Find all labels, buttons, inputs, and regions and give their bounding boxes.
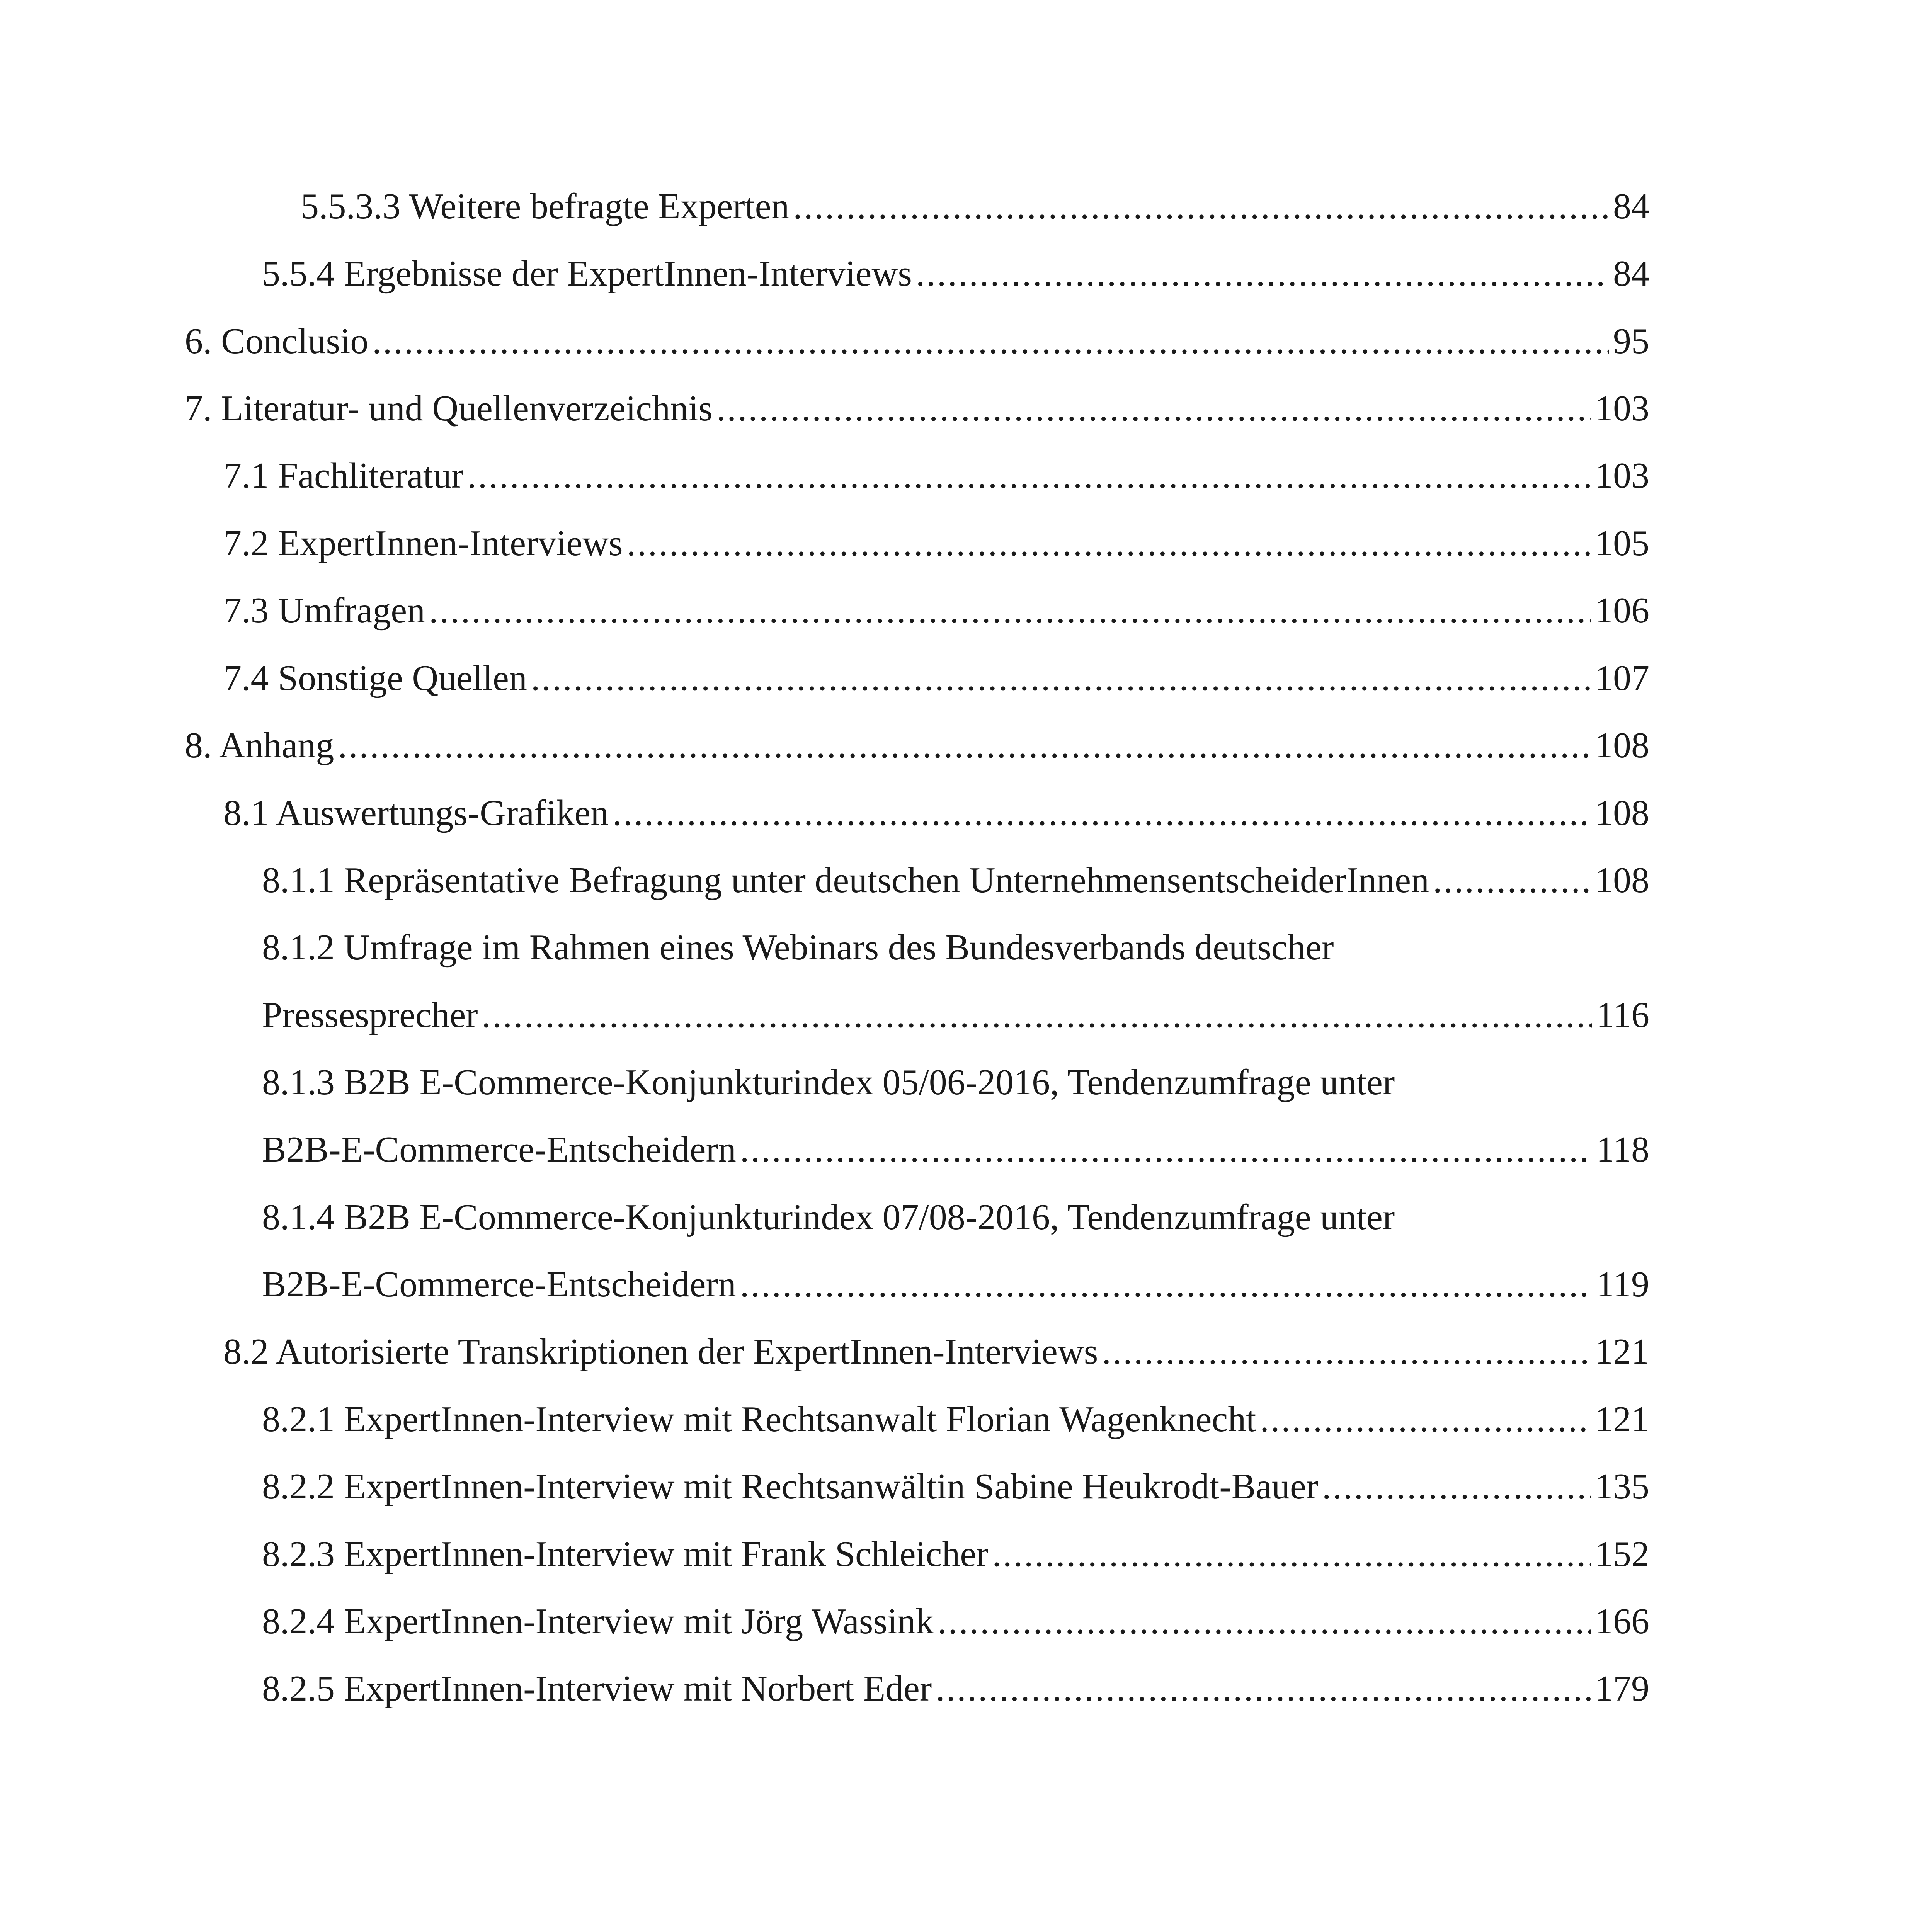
toc-entry-line2[interactable] bbox=[262, 1251, 1649, 1318]
toc-page-number: 118 bbox=[1596, 1129, 1649, 1170]
toc-entry[interactable] bbox=[262, 1588, 1649, 1655]
toc-entry-number: 7.2 bbox=[223, 523, 269, 563]
toc-entry-title: Fachliteratur bbox=[278, 456, 464, 496]
toc-entry-heading bbox=[262, 1520, 988, 1588]
toc-entry[interactable] bbox=[185, 712, 1649, 779]
toc-entry[interactable] bbox=[262, 1520, 1649, 1588]
toc-entry-title: Autorisierte Transkriptionen der ExpertInnen-Interviews bbox=[276, 1332, 1098, 1372]
toc-page-number: 105 bbox=[1595, 523, 1649, 563]
toc-entry-heading bbox=[185, 712, 334, 779]
toc-entry-heading bbox=[223, 645, 527, 712]
dot-leader bbox=[992, 1520, 1591, 1588]
toc-entry-heading bbox=[262, 1655, 932, 1723]
toc-page-number: 119 bbox=[1596, 1264, 1649, 1304]
dot-leader bbox=[1433, 847, 1591, 914]
toc-entry-title-continued: B2B-E-Commerce-Entscheidern bbox=[262, 1129, 736, 1170]
dot-leader bbox=[613, 779, 1591, 847]
toc-entry-heading bbox=[185, 308, 368, 375]
dot-leader bbox=[1260, 1386, 1591, 1453]
toc-entry-title: Umfrage im Rahmen eines Webinars des Bundesverbands deutscher bbox=[344, 927, 1334, 968]
toc-page-number: 103 bbox=[1595, 456, 1649, 496]
toc-entry[interactable] bbox=[223, 442, 1649, 510]
toc-entry-title: B2B E-Commerce-Konjunkturindex 07/08-2016, Tendenzumfrage unter bbox=[344, 1197, 1395, 1237]
toc-entry-number: 8.2 bbox=[223, 1332, 269, 1372]
toc-entry-title: ExpertInnen-Interviews bbox=[278, 523, 623, 563]
toc-entry-title: ExpertInnen-Interview mit Norbert Eder bbox=[344, 1668, 932, 1709]
toc-entry-number: 8.1.3 bbox=[262, 1062, 335, 1102]
toc-entry-title: Repräsentative Befragung unter deutschen UnternehmensentscheiderInnen bbox=[344, 860, 1429, 900]
toc-entry-number: 8.1.1 bbox=[262, 860, 335, 900]
toc-entry-title: Conclusio bbox=[221, 321, 369, 361]
dot-leader bbox=[429, 577, 1591, 645]
toc-entry[interactable] bbox=[301, 173, 1649, 240]
toc-entry-number: 5.5.3.3 bbox=[301, 186, 401, 226]
toc-entry-number: 7.3 bbox=[223, 590, 269, 631]
dot-leader bbox=[938, 1588, 1591, 1655]
dot-leader bbox=[627, 510, 1591, 577]
toc-entry-number: 7.1 bbox=[223, 456, 269, 496]
toc-entry-heading bbox=[262, 240, 912, 308]
dot-leader bbox=[740, 1251, 1593, 1318]
toc-page-number: 166 bbox=[1595, 1601, 1649, 1641]
toc-page-number: 152 bbox=[1595, 1534, 1649, 1574]
dot-leader bbox=[916, 240, 1609, 308]
toc-entry-heading bbox=[262, 1453, 1318, 1520]
toc-entry-number: 8.2.1 bbox=[262, 1399, 335, 1439]
toc-entry-heading bbox=[301, 173, 789, 240]
toc-page-number: 116 bbox=[1596, 995, 1649, 1035]
toc-page-number: 84 bbox=[1613, 186, 1649, 226]
toc-entry-title: ExpertInnen-Interview mit Rechtsanwalt Florian Wagenknecht bbox=[344, 1399, 1256, 1439]
toc-entry-title: Ergebnisse der ExpertInnen-Interviews bbox=[344, 253, 912, 294]
toc-page-number: 103 bbox=[1595, 388, 1649, 429]
toc-entry-number: 8.1.4 bbox=[262, 1197, 335, 1237]
toc-entry-line2[interactable] bbox=[262, 1116, 1649, 1184]
toc-entry-heading bbox=[262, 1386, 1256, 1453]
toc-entry[interactable] bbox=[262, 1453, 1649, 1520]
toc-page-number: 108 bbox=[1595, 793, 1649, 833]
dot-leader bbox=[338, 712, 1591, 779]
toc-page-number: 108 bbox=[1595, 725, 1649, 765]
dot-leader bbox=[482, 981, 1593, 1049]
toc-entry[interactable] bbox=[223, 645, 1649, 712]
toc-entry-line2[interactable] bbox=[262, 981, 1649, 1049]
toc-page-number: 106 bbox=[1595, 590, 1649, 631]
toc-page-number: 108 bbox=[1595, 860, 1649, 900]
dot-leader bbox=[467, 442, 1591, 510]
toc-entry[interactable] bbox=[262, 1655, 1649, 1723]
toc-entry-heading bbox=[223, 1318, 1098, 1386]
toc-entry-title: Literatur- und Quellenverzeichnis bbox=[221, 388, 713, 429]
dot-leader bbox=[1102, 1318, 1591, 1386]
toc-entry[interactable] bbox=[262, 1386, 1649, 1453]
toc-entry-heading bbox=[262, 1588, 934, 1655]
dot-leader bbox=[531, 645, 1591, 712]
toc-entry-number: 5.5.4 bbox=[262, 253, 335, 294]
toc-entry-title: Auswertungs-Grafiken bbox=[276, 793, 609, 833]
toc-page-number: 84 bbox=[1613, 253, 1649, 294]
toc-entry-title: ExpertInnen-Interview mit Jörg Wassink bbox=[344, 1601, 934, 1641]
toc-entry-title: Weitere befragte Experten bbox=[409, 186, 790, 226]
toc-entry-number: 8.2.5 bbox=[262, 1668, 335, 1709]
toc-entry[interactable] bbox=[185, 375, 1649, 442]
toc-page-number: 135 bbox=[1595, 1466, 1649, 1507]
toc-entry-number: 8.2.3 bbox=[262, 1534, 335, 1574]
toc-entry-number: 8. bbox=[185, 725, 212, 765]
dot-leader bbox=[793, 173, 1609, 240]
toc-entry-line1[interactable] bbox=[262, 1184, 1649, 1251]
toc-entry-number: 6. bbox=[185, 321, 212, 361]
toc-entry[interactable] bbox=[185, 308, 1649, 375]
toc-entry[interactable] bbox=[223, 510, 1649, 577]
toc-entry-number: 7. bbox=[185, 388, 212, 429]
dot-leader bbox=[716, 375, 1591, 442]
toc-entry-heading bbox=[262, 847, 1429, 914]
toc-entry-number: 7.4 bbox=[223, 658, 269, 698]
toc-entry[interactable] bbox=[223, 779, 1649, 847]
toc-entry-heading bbox=[223, 779, 609, 847]
toc-entry-title: Anhang bbox=[219, 725, 334, 765]
toc-entry-number: 8.2.2 bbox=[262, 1466, 335, 1507]
toc-entry-title-continued: B2B-E-Commerce-Entscheidern bbox=[262, 1264, 736, 1304]
toc-entry-number: 8.2.4 bbox=[262, 1601, 335, 1641]
toc-page-number: 121 bbox=[1595, 1399, 1649, 1439]
toc-entry[interactable] bbox=[262, 847, 1649, 914]
dot-leader bbox=[1322, 1453, 1591, 1520]
dot-leader bbox=[372, 308, 1609, 375]
toc-entry[interactable] bbox=[223, 577, 1649, 645]
toc-entry-line1[interactable] bbox=[262, 914, 1649, 981]
toc-page-number: 95 bbox=[1613, 321, 1649, 361]
toc-page-number: 107 bbox=[1595, 658, 1649, 698]
toc-entry-title: B2B E-Commerce-Konjunkturindex 05/06-2016, Tendenzumfrage unter bbox=[344, 1062, 1395, 1102]
dot-leader bbox=[740, 1116, 1593, 1184]
toc-page-number: 121 bbox=[1595, 1332, 1649, 1372]
toc-page-number: 179 bbox=[1595, 1668, 1649, 1709]
toc-entry-heading bbox=[185, 375, 713, 442]
toc-entry-number: 8.1 bbox=[223, 793, 269, 833]
toc-entry-title: ExpertInnen-Interview mit Rechtsanwältin Sabine Heukrodt-Bauer bbox=[344, 1466, 1319, 1507]
toc-entry-title-continued: Pressesprecher bbox=[262, 995, 478, 1035]
dot-leader bbox=[936, 1655, 1591, 1723]
toc-entry[interactable] bbox=[223, 1318, 1649, 1386]
toc-entry[interactable] bbox=[262, 240, 1649, 308]
toc-entry-heading bbox=[223, 577, 425, 645]
toc-entry-heading bbox=[223, 442, 463, 510]
toc-entry-number: 8.1.2 bbox=[262, 927, 335, 968]
toc-entry-title: Sonstige Quellen bbox=[278, 658, 527, 698]
toc-entry-line1[interactable] bbox=[262, 1049, 1649, 1116]
toc-entry-title: Umfragen bbox=[278, 590, 425, 631]
toc-entry-heading bbox=[223, 510, 623, 577]
toc-entry-title: ExpertInnen-Interview mit Frank Schleicher bbox=[344, 1534, 989, 1574]
